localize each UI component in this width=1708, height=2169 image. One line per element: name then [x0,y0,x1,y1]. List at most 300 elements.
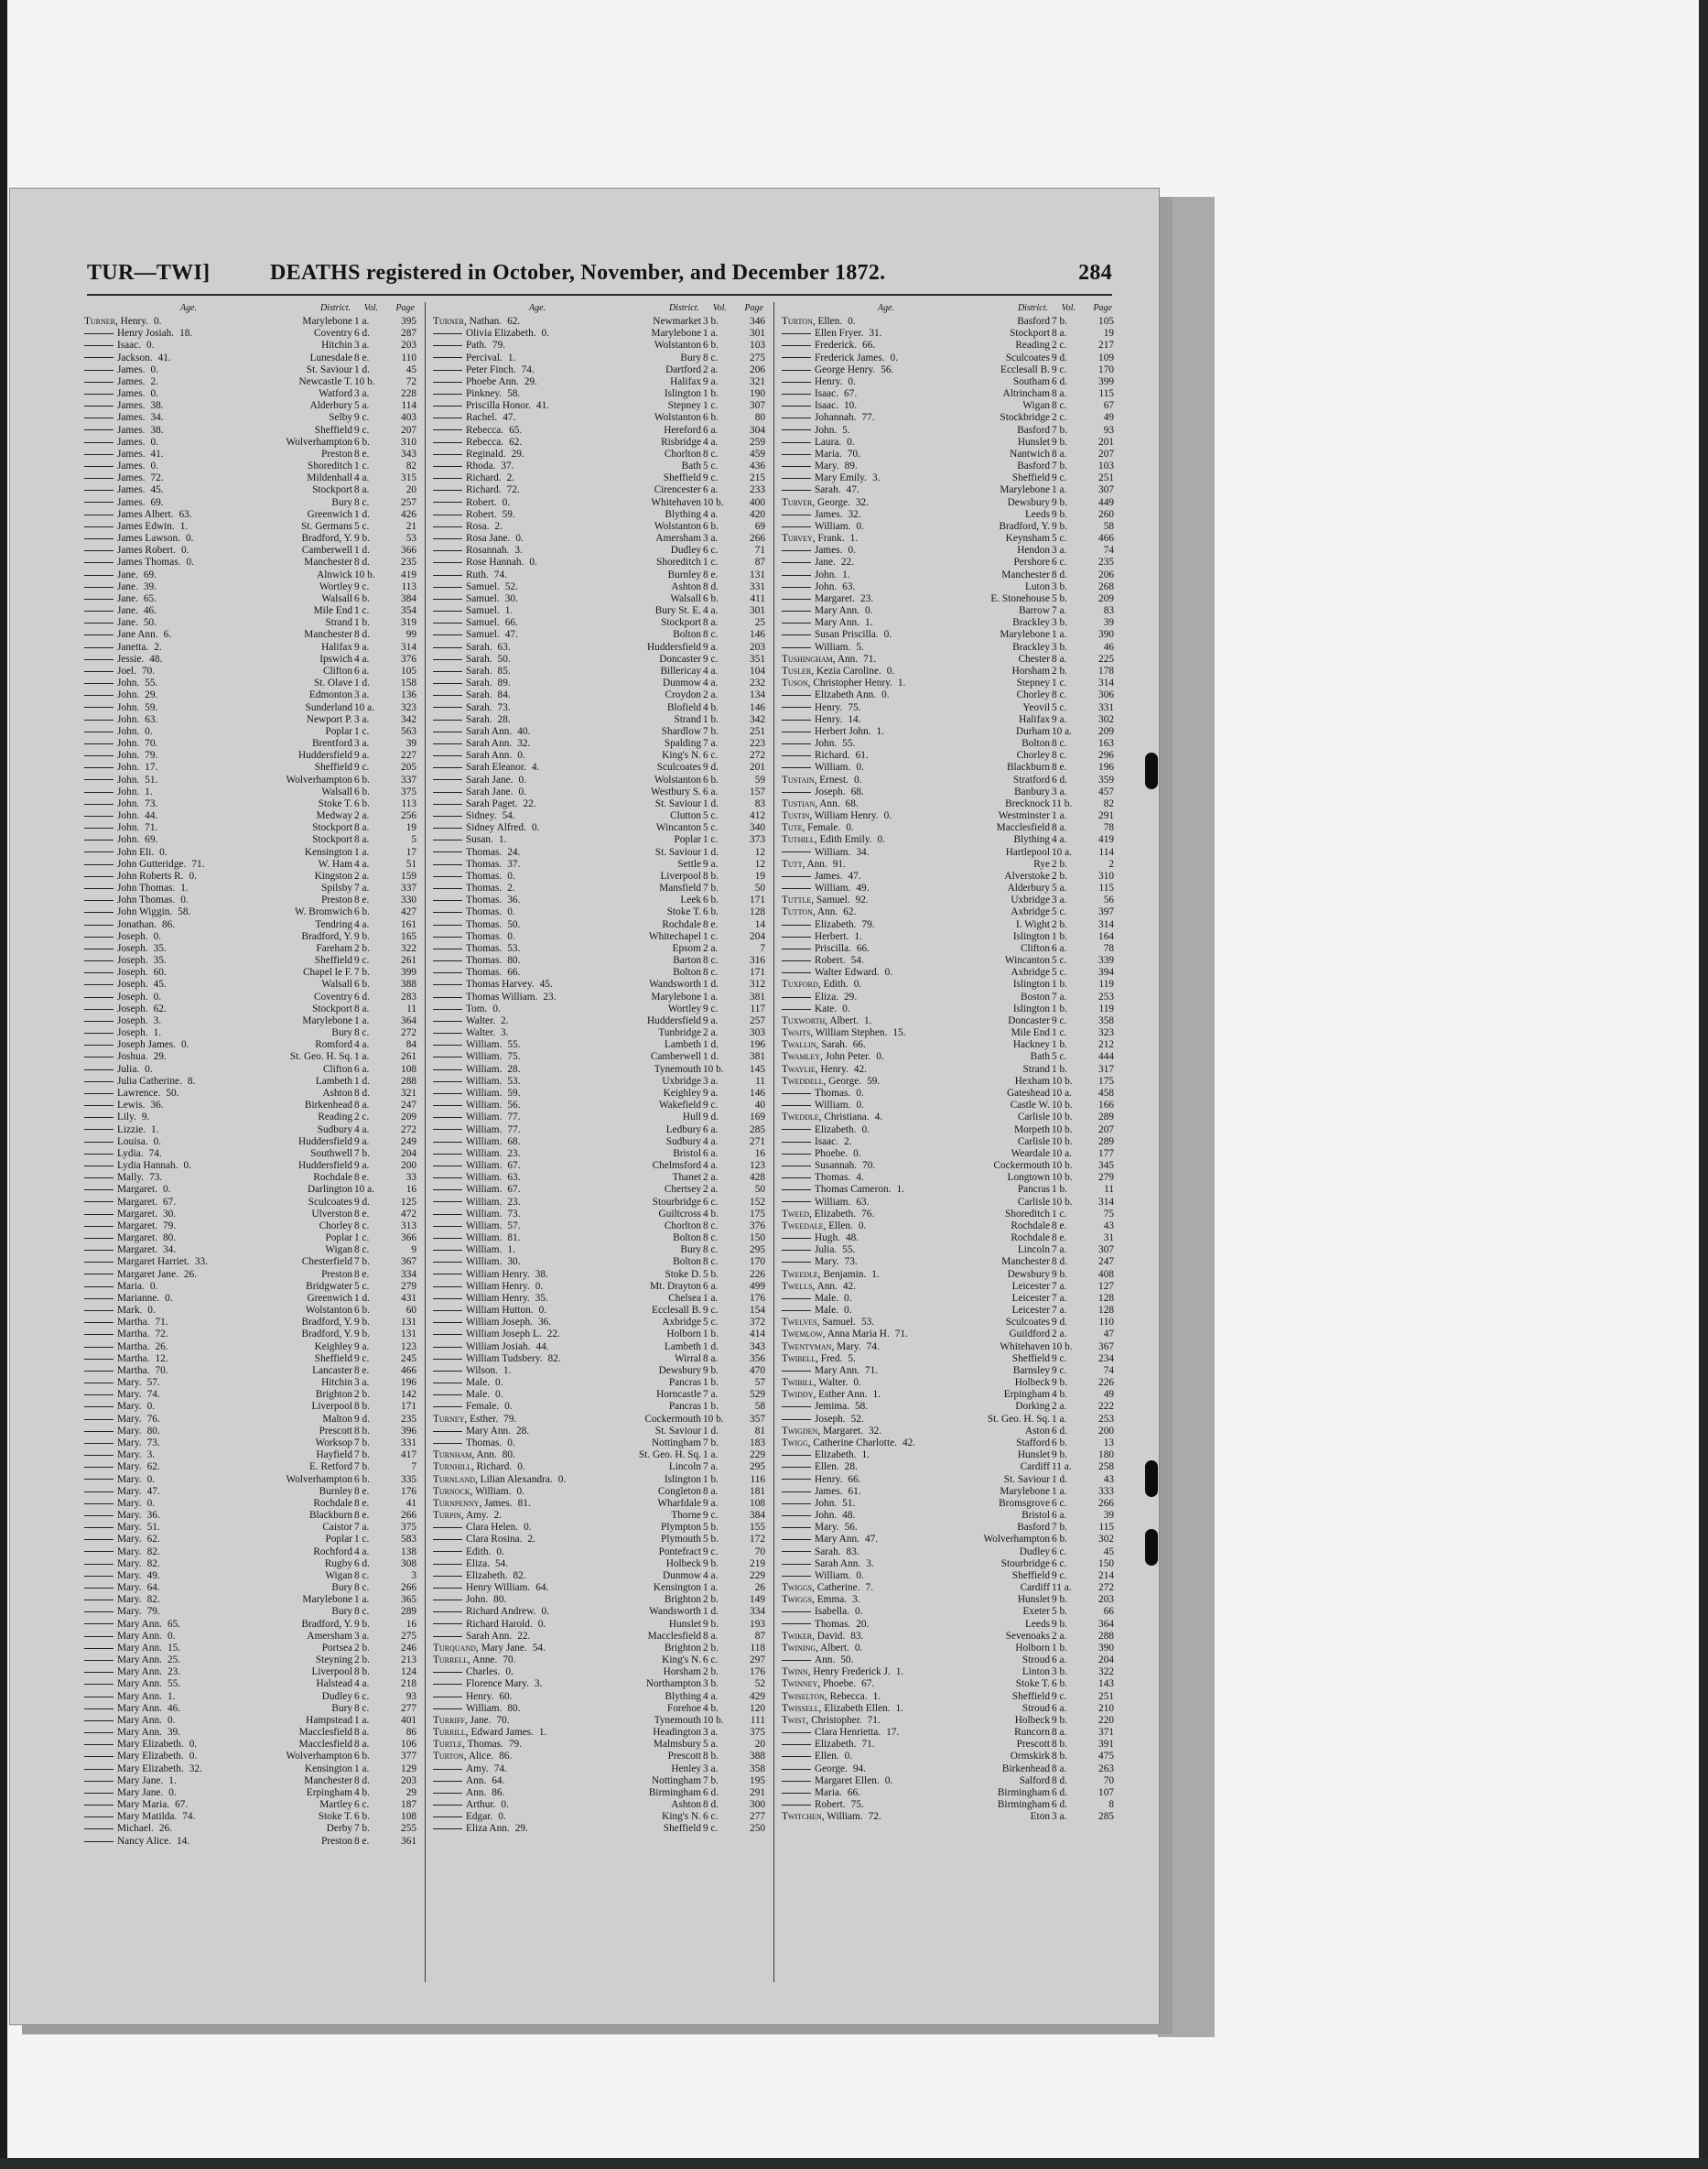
surname-ditto-dash [433,1334,462,1335]
entry-name [433,1197,521,1209]
age: 83. [846,1545,859,1557]
register-entry [782,1654,1114,1666]
district: Leeds [1025,508,1050,520]
register-entry [84,1076,416,1088]
forenames: Sarah Ann. [466,1630,513,1642]
forenames: Mary. [117,1606,142,1618]
age: 0. [847,436,855,448]
register-entry [782,1426,1114,1437]
register-entry [433,798,765,810]
register-entry [84,1836,416,1848]
age: 34. [856,846,870,858]
volume: 7 a. [703,738,719,750]
register-entry [84,738,416,750]
register-entry [433,1389,765,1401]
forenames: Elizabeth. [815,1123,857,1135]
entry-name [433,678,511,689]
volume: 9 b. [354,1317,370,1329]
age: 50. [507,918,521,930]
register-entry [782,1570,1114,1582]
page-ref: 183 [750,1437,765,1448]
entry-name [433,1341,549,1353]
surname-ditto-dash [433,1238,462,1239]
register-entry [84,1027,416,1039]
age: 47. [846,484,859,496]
page-ref: 459 [750,448,765,460]
register-entry [84,1534,416,1545]
district: St. Saviour [1003,1473,1050,1485]
age: 86. [161,918,176,930]
surname-ditto-dash [433,1347,462,1348]
surname: Twallin, [782,1039,819,1051]
surname: Turvey, [782,533,816,545]
district: Plympton [661,1522,701,1534]
page-ref: 52 [754,1678,765,1690]
register-entry [433,1015,765,1027]
volume: 6 d. [354,1557,370,1569]
page-header-label: Page [744,303,763,313]
district: Bury [331,1702,352,1714]
register-entry [433,461,765,472]
forenames: Margaret. [815,592,856,604]
page-ref: 563 [401,725,416,737]
forenames: James. [117,448,146,460]
volume: 6 d. [1052,1799,1067,1811]
entry-name [433,1799,509,1811]
forenames: Mary. [117,1594,142,1606]
district: Medway [316,810,352,822]
forenames: Mary. [117,1582,142,1594]
page-ref: 103 [750,340,765,352]
page-ref: 334 [750,1606,765,1618]
page-ref: 345 [1098,1160,1114,1172]
district: Greenwich [307,1292,352,1304]
surname-ditto-dash [433,1527,462,1528]
entry-name [84,967,167,979]
page-ref: 256 [401,810,416,822]
register-entry [84,1703,416,1715]
forenames: Peter Finch. [466,363,516,375]
age: 58. [854,1401,869,1413]
page-ref: 171 [750,967,765,979]
volume: 6 c. [703,750,719,762]
forenames: Joseph. [117,955,148,967]
surname-ditto-dash [433,1611,462,1612]
forenames: Mary Ann. [117,1618,162,1630]
volume: 6 b. [354,1305,370,1317]
register-entry [782,1160,1114,1172]
page-ref: 333 [1098,1485,1114,1497]
forenames: Mary. [117,1389,142,1401]
district: Preston [321,1835,352,1847]
age: 66. [507,967,521,979]
age: 40. [517,725,531,737]
volume: 2 b. [703,1594,719,1606]
forenames: Eliza Ann. [466,1823,510,1835]
register-entry [433,1823,765,1835]
forenames: Mary Emily. [815,472,867,484]
forenames: James. [117,412,146,424]
register-entry [433,1498,765,1510]
district: Pancras [668,1401,701,1413]
forenames: Mary. [815,1256,839,1268]
surname-ditto-dash [782,1756,811,1757]
volume: 8 c. [354,1244,370,1256]
age: 22. [523,797,536,809]
volume: 5 a. [1052,883,1067,895]
surname-ditto-dash [433,1069,462,1070]
volume: 6 a. [703,424,719,436]
entry-name [84,1293,173,1305]
register-entry [84,1281,416,1293]
page-ref: 108 [750,1497,765,1509]
age: 81. [517,1497,531,1509]
entry-name [433,1112,521,1123]
district: Dunmow [662,1569,701,1581]
forenames: William. [466,1232,503,1244]
forenames: Esther Ann. [818,1389,868,1401]
district: Dudley [321,1690,352,1702]
forenames: John. [815,1510,838,1522]
page-ref: 45 [405,363,416,375]
volume: 8 c. [354,1569,370,1581]
page-ref: 105 [401,665,416,677]
age: 30. [504,592,518,604]
volume: 8 a. [1052,1762,1067,1774]
volume: 10 b. [703,496,724,508]
page-ref: 146 [750,701,765,713]
register-entry [84,1715,416,1727]
age: 32. [848,508,861,520]
forenames: Jemima. [815,1401,849,1413]
register-entry [433,1775,765,1787]
register-entry [433,388,765,400]
page-ref: 263 [1098,1762,1114,1774]
register-entry [433,1209,765,1220]
page-header-label: Page [1093,303,1112,313]
volume: 7 b. [354,1823,370,1835]
page-ref: 149 [750,1594,765,1606]
age: 71. [145,822,158,834]
volume: 8 c. [703,629,719,641]
volume: 9 c. [354,412,370,424]
surname-ditto-dash [84,429,114,430]
register-entry [782,1148,1114,1160]
entry-name [84,1281,157,1293]
page-ref: 466 [1098,533,1114,545]
register-entry [84,1510,416,1522]
volume: 8 c. [703,1220,719,1231]
register-entry [782,316,1114,328]
surname-ditto-dash [433,490,462,491]
district: Congleton [657,1485,701,1497]
age: 0. [881,689,890,701]
surname-ditto-dash [782,1539,811,1540]
page-ref: 213 [401,1654,416,1666]
district: Blything [665,1690,701,1702]
entry-name [782,316,856,328]
entry-name [433,919,520,931]
age: 29. [844,991,858,1003]
register-entry [84,992,416,1003]
surname-ditto-dash [433,804,462,805]
register-entry [782,738,1114,750]
volume: 1 a. [703,1582,719,1594]
surname-ditto-dash [433,1214,462,1215]
entry-name [433,352,515,364]
page-ref: 287 [401,328,416,340]
surname-ditto-dash [84,647,114,648]
district: Nottingham [652,1774,701,1786]
page-ref: 411 [750,592,765,604]
volume: 2 b. [354,1654,370,1666]
age: 0. [557,1473,567,1485]
district: Strand [325,617,352,629]
surname-ditto-dash [84,394,114,395]
page-ref: 226 [1098,1377,1114,1389]
district: Cockermouth [644,1413,701,1425]
surname-ditto-dash [433,851,462,852]
surname-ditto-dash [782,490,811,491]
page-ref: 384 [750,1510,765,1522]
surname-ditto-dash [433,1394,462,1395]
page-ref: 390 [1098,629,1114,641]
register-entry [84,1269,416,1281]
district: Runcorn [1014,1727,1050,1739]
forenames: Rachel. [466,412,498,424]
volume: 8 c. [1052,689,1067,701]
page-ref: 17 [405,846,416,858]
page-ref: 71 [754,545,765,557]
entry-name [84,931,161,943]
entry-name [782,1209,874,1220]
surname-ditto-dash [433,1226,462,1227]
page-ref: 316 [750,955,765,967]
volume: 1 a. [1052,629,1067,641]
entry-name [433,1220,521,1232]
surname: Turquand, [433,1642,479,1654]
page-ref: 457 [1098,786,1114,797]
entry-name [84,352,171,364]
district: Birmingham [997,1799,1050,1811]
volume: 6 a. [703,1123,719,1135]
volume: 5 b. [703,1534,719,1545]
register-entry [782,1353,1114,1365]
surname-ditto-dash [84,454,114,455]
age: 34. [163,1244,177,1256]
page-ref: 128 [1098,1305,1114,1317]
volume: 6 b. [703,520,719,532]
entry-name [782,1256,858,1268]
forenames: Mary. [815,461,839,472]
age: 0. [516,1485,525,1497]
page-ref: 150 [750,1232,765,1244]
age: 0. [856,1569,864,1581]
entry-name [782,871,861,883]
forenames: Sarah Paget. [466,797,518,809]
register-entry [433,979,765,991]
volume: 1 b. [1052,1063,1067,1075]
volume: 10 b. [354,569,375,580]
volume: 2 c. [1052,412,1067,424]
page-ref: 203 [401,340,416,352]
forenames: William. [827,1811,863,1823]
forenames: Nancy Alice. [117,1835,171,1847]
forenames: John. [117,701,140,713]
surname-ditto-dash [433,1769,462,1770]
forenames: Florence Mary. [466,1678,529,1690]
volume: 9 a. [703,1088,719,1099]
volume: 9 a. [354,1135,370,1147]
page-ref: 177 [1098,1147,1114,1159]
district: Thorne [671,1510,701,1522]
surname: Turpin, [433,1510,464,1522]
page-ref: 412 [750,810,765,822]
district: Wirral [674,1352,701,1364]
page-ref: 234 [1098,1352,1114,1364]
district: St. Saviour [306,363,352,375]
page-ref: 288 [401,1075,416,1087]
district: Stockbridge [1000,412,1050,424]
surname-ditto-dash [84,1756,114,1757]
age: 0. [180,895,189,906]
page-ref: 302 [1098,713,1114,725]
register-entry [782,955,1114,967]
entry-name [84,533,194,545]
forenames: Jonathan. [117,918,157,930]
age: 57. [146,1377,160,1389]
page-ref: 43 [1103,1220,1114,1231]
age: 75. [850,1799,864,1811]
district: Blything [1013,834,1050,846]
page-ref: 205 [401,762,416,774]
district: Brighton [664,1642,701,1654]
binding-hole [1145,1460,1158,1497]
entry-name [433,545,523,557]
register-entry [782,449,1114,461]
surname-ditto-dash [84,925,114,926]
district: St. Geo. H. Sq. [289,1051,352,1063]
entry-name [782,1184,904,1196]
page-ref: 207 [401,424,416,436]
age: 0. [515,533,524,545]
age: 48. [842,1510,856,1522]
surname-ditto-dash [782,429,811,430]
age: 73. [507,1208,521,1220]
surname-ditto-dash [84,1708,114,1709]
register-entry [84,1329,416,1340]
age: 2. [507,883,515,895]
forenames: James. [117,496,146,508]
register-entry [433,1811,765,1823]
forenames: William. [466,1196,503,1208]
page-ref: 431 [401,1292,416,1304]
volume: 4 b. [703,701,719,713]
surname-ditto-dash [84,1636,114,1637]
forenames: William Henry. [466,1292,530,1304]
forenames: William. [815,1569,851,1581]
volume: 1 d. [703,1340,719,1352]
volume: 6 d. [703,1786,719,1798]
page-ref: 289 [401,1606,416,1618]
age: 23. [860,592,874,604]
register-entry [84,1666,416,1678]
age: 28. [507,1063,521,1075]
age: 0. [844,1751,853,1762]
page-ref: 196 [401,1377,416,1389]
age: 63. [842,580,856,592]
forenames: Ann. [816,1280,838,1292]
register-entry [782,400,1114,412]
entry-name [433,497,510,509]
volume: 1 d. [354,545,370,557]
volume: 5 a. [703,1739,719,1751]
page-ref: 78 [1103,942,1114,954]
page-ref: 314 [1098,1196,1114,1208]
volume: 8 c. [354,1582,370,1594]
entry-name [782,437,855,449]
age: 0. [189,870,197,882]
surname-ditto-dash [782,707,811,708]
entry-name [84,895,189,906]
volume: 7 b. [1052,316,1067,327]
age: 1. [503,1364,512,1376]
age: 50. [166,1088,179,1099]
forenames: Johannah. [815,412,857,424]
page-ref: 499 [750,1280,765,1292]
age: 29. [524,375,537,387]
age: 51. [842,1497,856,1509]
vol-header: Vol. [1061,303,1076,313]
forenames: Mary Elizabeth. [117,1762,184,1774]
entry-name [433,1811,506,1823]
forenames: Sarah. [815,1545,841,1557]
register-entry [433,557,765,569]
surname-ditto-dash [433,972,462,973]
page-ref: 436 [750,461,765,472]
age: 0. [853,1147,861,1159]
age: 35. [153,942,167,954]
age: 29. [514,1823,528,1835]
page-ref: 163 [1098,738,1114,750]
age: 66. [862,340,876,352]
page-ref: 212 [1098,1039,1114,1051]
district: Aston [1025,1425,1050,1437]
age: 0. [856,762,864,774]
forenames: George. [815,1762,848,1774]
volume: 9 b. [703,1364,719,1376]
page-ref: 258 [1098,1461,1114,1473]
forenames: Eliza. [815,991,839,1003]
page-ref: 116 [750,1473,765,1485]
age: 0. [844,1305,852,1317]
surname-ditto-dash [433,900,462,901]
page-ref: 19 [754,870,765,882]
surname-ditto-dash [84,779,114,780]
district: Macclesfield [647,1630,701,1642]
entry-name [84,437,158,449]
entry-name [84,1678,180,1690]
entry-name [84,1799,188,1811]
page-ref: 114 [401,400,416,412]
volume: 8 b. [1052,1751,1067,1762]
entry-name [433,340,505,352]
surname-ditto-dash [84,1238,114,1239]
age: 63. [507,1172,521,1184]
forenames: Mary. [117,1485,142,1497]
page-ref: 11 [755,1075,765,1087]
forenames: Phoebe Ann. [466,375,519,387]
